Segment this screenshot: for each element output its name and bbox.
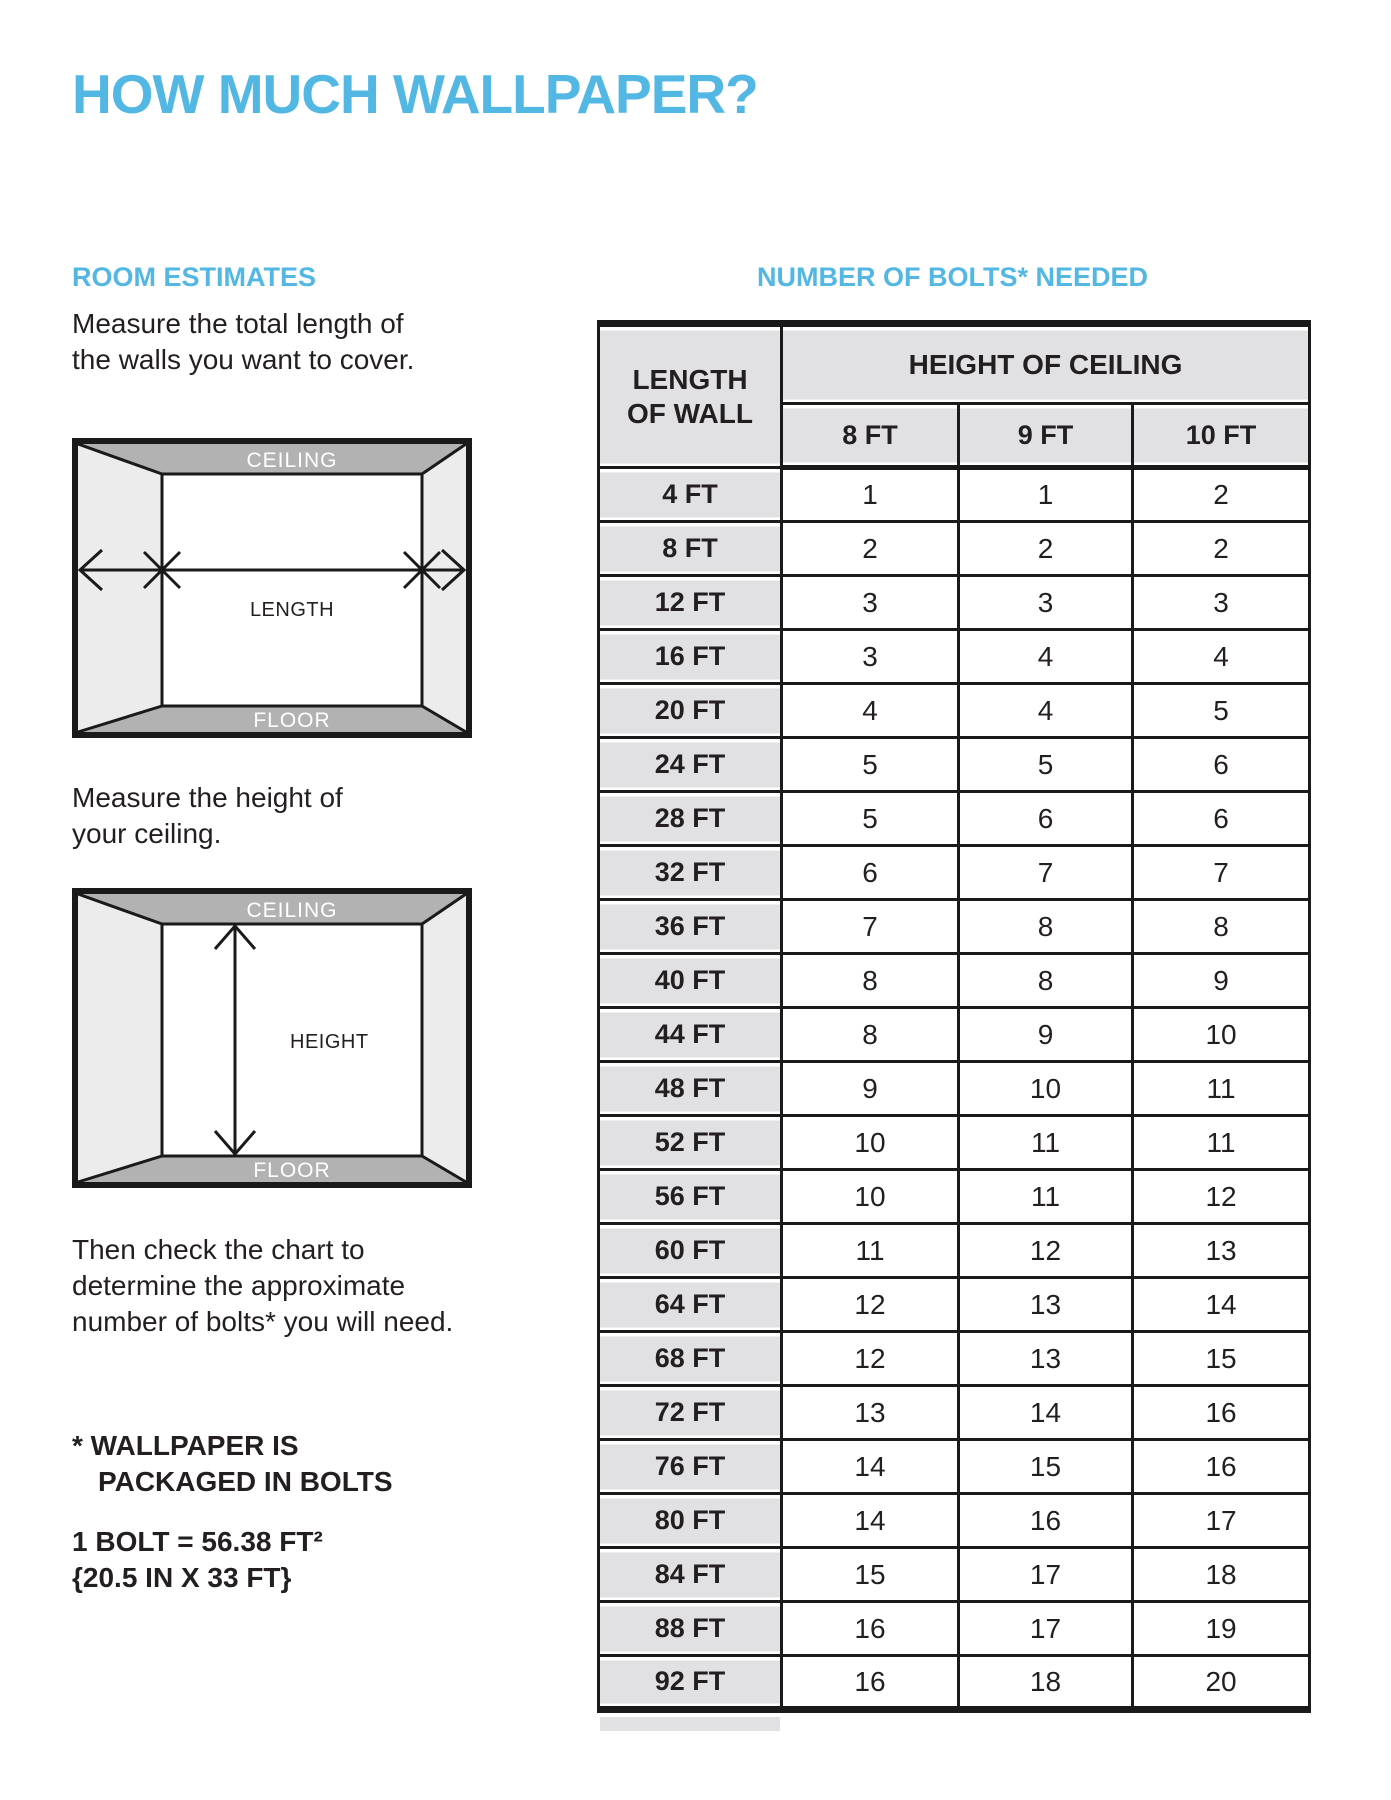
bolts-9ft-cell: 5 bbox=[959, 738, 1133, 792]
bolts-9ft-cell: 8 bbox=[959, 954, 1133, 1008]
table-row bbox=[599, 900, 1310, 954]
bolts-9ft-cell: 11 bbox=[959, 1170, 1133, 1224]
step3-line3: number of bolts* you will need. bbox=[72, 1306, 454, 1337]
bolts-8ft-cell: 12 bbox=[782, 1278, 959, 1332]
bolts-8ft-cell: 5 bbox=[782, 792, 959, 846]
bolts-8ft-cell: 8 bbox=[782, 1008, 959, 1062]
wall-length-cell: 52 FT bbox=[599, 1116, 782, 1170]
bolts-10ft-cell: 12 bbox=[1133, 1170, 1310, 1224]
wall-length-cell: 88 FT bbox=[599, 1602, 782, 1656]
bolts-10ft-cell: 6 bbox=[1133, 792, 1310, 846]
step2-line1: Measure the height of bbox=[72, 782, 343, 813]
bolts-8ft-cell: 12 bbox=[782, 1332, 959, 1386]
bolts-10ft-cell: 2 bbox=[1133, 468, 1310, 522]
bolt-size-line2: {20.5 IN X 33 FT} bbox=[72, 1562, 292, 1593]
table-row bbox=[599, 1440, 1310, 1494]
step1-text bbox=[72, 306, 414, 378]
footnote-line2: PACKAGED IN BOLTS bbox=[98, 1466, 393, 1497]
bolts-9ft-cell: 15 bbox=[959, 1440, 1133, 1494]
table-row bbox=[599, 846, 1310, 900]
bolts-9ft-cell: 3 bbox=[959, 576, 1133, 630]
bolts-10ft-cell: 17 bbox=[1133, 1494, 1310, 1548]
bolts-8ft-cell: 14 bbox=[782, 1494, 959, 1548]
length-of-wall-header bbox=[599, 324, 782, 468]
table-row bbox=[599, 1278, 1310, 1332]
table-group-header-row bbox=[599, 324, 1310, 404]
wall-length-cell: 12 FT bbox=[599, 576, 782, 630]
bolts-9ft-cell: 16 bbox=[959, 1494, 1133, 1548]
bolts-8ft-cell: 14 bbox=[782, 1440, 959, 1494]
bolts-8ft-cell: 10 bbox=[782, 1116, 959, 1170]
footnote-line1: * WALLPAPER IS bbox=[72, 1430, 299, 1461]
wall-length-cell: 68 FT bbox=[599, 1332, 782, 1386]
bolts-8ft-cell: 16 bbox=[782, 1602, 959, 1656]
bolts-8ft-cell: 2 bbox=[782, 522, 959, 576]
table-row bbox=[599, 1494, 1310, 1548]
wall-length-cell: 20 FT bbox=[599, 684, 782, 738]
bolts-8ft-cell: 13 bbox=[782, 1386, 959, 1440]
bolts-9ft-cell: 8 bbox=[959, 900, 1133, 954]
bolts-8ft-cell: 1 bbox=[782, 468, 959, 522]
bolts-9ft-cell: 12 bbox=[959, 1224, 1133, 1278]
left-wall-face bbox=[78, 894, 162, 1182]
bolts-9ft-cell: 11 bbox=[959, 1116, 1133, 1170]
step2-text bbox=[72, 780, 343, 852]
bolts-10ft-cell: 4 bbox=[1133, 630, 1310, 684]
bolts-10ft-cell: 10 bbox=[1133, 1008, 1310, 1062]
bolts-9ft-cell: 2 bbox=[959, 522, 1133, 576]
wall-length-cell: 32 FT bbox=[599, 846, 782, 900]
bolts-8ft-cell: 11 bbox=[782, 1224, 959, 1278]
bolts-10ft-cell: 16 bbox=[1133, 1386, 1310, 1440]
bolts-9ft-cell: 13 bbox=[959, 1278, 1133, 1332]
step1-line1: Measure the total length of bbox=[72, 308, 404, 339]
bolts-8ft-cell: 3 bbox=[782, 576, 959, 630]
bolts-9ft-cell: 14 bbox=[959, 1386, 1133, 1440]
ceiling-label: CEILING bbox=[246, 449, 338, 472]
bolts-10ft-cell: 19 bbox=[1133, 1602, 1310, 1656]
bolts-9ft-cell: 17 bbox=[959, 1548, 1133, 1602]
table-row bbox=[599, 1656, 1310, 1710]
table-row bbox=[599, 1062, 1310, 1116]
left-wall-face bbox=[78, 444, 162, 732]
wall-length-cell: 28 FT bbox=[599, 792, 782, 846]
bolts-10ft-cell: 13 bbox=[1133, 1224, 1310, 1278]
table-row bbox=[599, 522, 1310, 576]
table-row bbox=[599, 576, 1310, 630]
height-label: HEIGHT bbox=[290, 1031, 369, 1053]
length-label: LENGTH bbox=[249, 599, 335, 621]
bolts-9ft-cell: 6 bbox=[959, 792, 1133, 846]
wall-length-cell: 44 FT bbox=[599, 1008, 782, 1062]
table-row bbox=[599, 1008, 1310, 1062]
table-row bbox=[599, 1170, 1310, 1224]
bolts-10ft-cell: 3 bbox=[1133, 576, 1310, 630]
ceiling-label: CEILING bbox=[246, 899, 338, 922]
bolts-8ft-cell: 3 bbox=[782, 630, 959, 684]
step1-line2: the walls you want to cover. bbox=[72, 344, 415, 375]
bolts-9ft-cell: 4 bbox=[959, 630, 1133, 684]
table-row bbox=[599, 1386, 1310, 1440]
bolts-9ft-cell: 17 bbox=[959, 1602, 1133, 1656]
bolts-9ft-cell: 13 bbox=[959, 1332, 1133, 1386]
table-row bbox=[599, 630, 1310, 684]
bolts-10ft-cell: 11 bbox=[1133, 1062, 1310, 1116]
wall-length-cell: 40 FT bbox=[599, 954, 782, 1008]
table-row bbox=[599, 1116, 1310, 1170]
height-of-ceiling-header: HEIGHT OF CEILING bbox=[782, 324, 1310, 404]
wall-length-cell: 84 FT bbox=[599, 1548, 782, 1602]
wall-length-cell: 4 FT bbox=[599, 468, 782, 522]
bolts-8ft-cell: 5 bbox=[782, 738, 959, 792]
bolts-table bbox=[597, 320, 1311, 1713]
wall-length-cell: 64 FT bbox=[599, 1278, 782, 1332]
col-header-10ft: 10 FT bbox=[1133, 404, 1310, 468]
room-length-diagram bbox=[72, 438, 472, 738]
bolts-8ft-cell: 7 bbox=[782, 900, 959, 954]
col-header-8ft: 8 FT bbox=[782, 404, 959, 468]
table-bottom-gray-stub bbox=[600, 1717, 780, 1731]
bolt-size-info bbox=[72, 1524, 323, 1596]
bolts-8ft-cell: 4 bbox=[782, 684, 959, 738]
wall-length-cell: 56 FT bbox=[599, 1170, 782, 1224]
bolts-8ft-cell: 6 bbox=[782, 846, 959, 900]
table-row bbox=[599, 792, 1310, 846]
wall-length-cell: 72 FT bbox=[599, 1386, 782, 1440]
step2-line2: your ceiling. bbox=[72, 818, 222, 849]
bolts-10ft-cell: 15 bbox=[1133, 1332, 1310, 1386]
step3-line1: Then check the chart to bbox=[72, 1234, 365, 1265]
bolts-10ft-cell: 14 bbox=[1133, 1278, 1310, 1332]
page-title: HOW MUCH WALLPAPER? bbox=[72, 63, 758, 125]
room-height-diagram bbox=[72, 888, 472, 1188]
wall-length-cell: 76 FT bbox=[599, 1440, 782, 1494]
bolt-size-line1: 1 BOLT = 56.38 FT² bbox=[72, 1526, 323, 1557]
bolts-10ft-cell: 9 bbox=[1133, 954, 1310, 1008]
table-row bbox=[599, 1548, 1310, 1602]
bolts-10ft-cell: 20 bbox=[1133, 1656, 1310, 1710]
bolts-10ft-cell: 18 bbox=[1133, 1548, 1310, 1602]
bolts-9ft-cell: 9 bbox=[959, 1008, 1133, 1062]
wall-length-cell: 16 FT bbox=[599, 630, 782, 684]
wall-length-cell: 60 FT bbox=[599, 1224, 782, 1278]
bolt-table-body bbox=[599, 468, 1310, 1710]
wall-length-cell: 24 FT bbox=[599, 738, 782, 792]
bolts-9ft-cell: 7 bbox=[959, 846, 1133, 900]
bolts-10ft-cell: 5 bbox=[1133, 684, 1310, 738]
bolts-8ft-cell: 16 bbox=[782, 1656, 959, 1710]
wall-length-cell: 48 FT bbox=[599, 1062, 782, 1116]
table-row bbox=[599, 468, 1310, 522]
step3-line2: determine the approximate bbox=[72, 1270, 406, 1301]
table-row bbox=[599, 738, 1310, 792]
floor-label: FLOOR bbox=[253, 1159, 331, 1182]
wall-length-cell: 80 FT bbox=[599, 1494, 782, 1548]
bolt-footnote bbox=[72, 1428, 393, 1500]
step3-text bbox=[72, 1232, 453, 1340]
col-header-9ft: 9 FT bbox=[959, 404, 1133, 468]
bolts-needed-heading: NUMBER OF BOLTS* NEEDED bbox=[756, 262, 1148, 292]
bolts-10ft-cell: 16 bbox=[1133, 1440, 1310, 1494]
room-estimates-heading: ROOM ESTIMATES bbox=[72, 262, 317, 292]
bolts-8ft-cell: 9 bbox=[782, 1062, 959, 1116]
length-of-wall-line1: LENGTH bbox=[632, 363, 748, 395]
bolts-10ft-cell: 2 bbox=[1133, 522, 1310, 576]
bolts-8ft-cell: 15 bbox=[782, 1548, 959, 1602]
bolts-8ft-cell: 10 bbox=[782, 1170, 959, 1224]
wall-length-cell: 92 FT bbox=[599, 1656, 782, 1710]
bolts-10ft-cell: 11 bbox=[1133, 1116, 1310, 1170]
table-row bbox=[599, 684, 1310, 738]
floor-label: FLOOR bbox=[253, 709, 331, 732]
table-row bbox=[599, 1332, 1310, 1386]
bolts-8ft-cell: 8 bbox=[782, 954, 959, 1008]
bolts-10ft-cell: 6 bbox=[1133, 738, 1310, 792]
bolts-9ft-cell: 4 bbox=[959, 684, 1133, 738]
length-of-wall-line2: OF WALL bbox=[627, 397, 753, 429]
bolts-9ft-cell: 10 bbox=[959, 1062, 1133, 1116]
table-row bbox=[599, 1224, 1310, 1278]
wall-length-cell: 8 FT bbox=[599, 522, 782, 576]
bolts-9ft-cell: 18 bbox=[959, 1656, 1133, 1710]
right-wall-face bbox=[422, 894, 466, 1182]
wall-length-cell: 36 FT bbox=[599, 900, 782, 954]
bolts-9ft-cell: 1 bbox=[959, 468, 1133, 522]
table-row bbox=[599, 1602, 1310, 1656]
bolts-10ft-cell: 8 bbox=[1133, 900, 1310, 954]
table-row bbox=[599, 954, 1310, 1008]
bolts-10ft-cell: 7 bbox=[1133, 846, 1310, 900]
